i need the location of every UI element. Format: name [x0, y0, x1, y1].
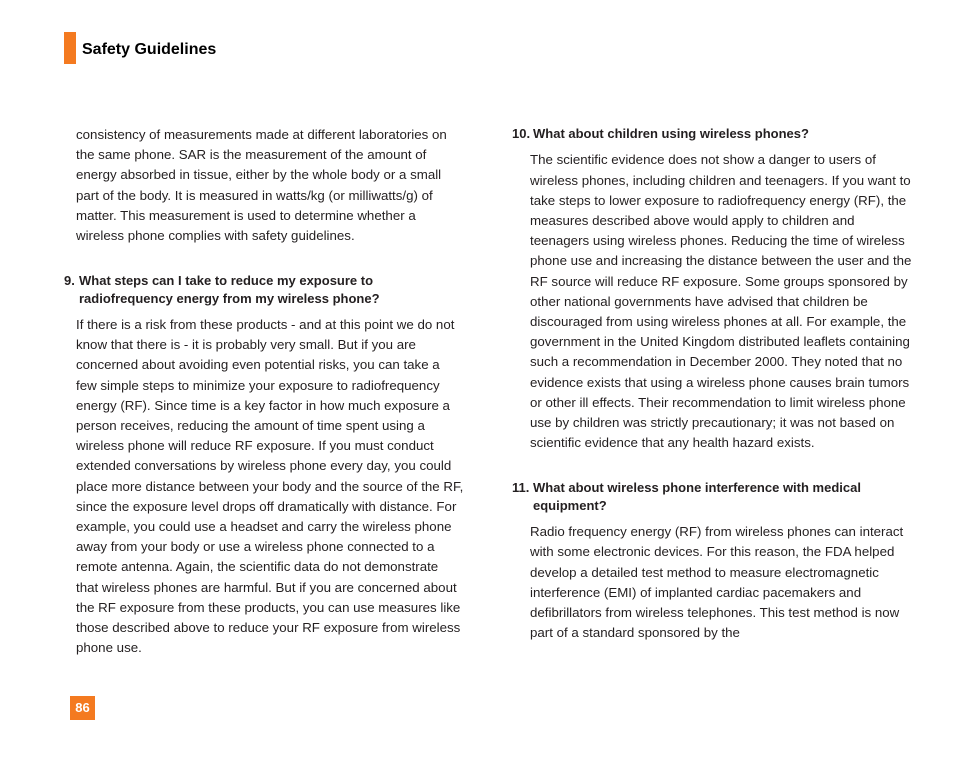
- left-column: [64, 125, 464, 658]
- question-9-number: 9.: [64, 273, 75, 289]
- question-9-text: What steps can I take to reduce my exposure to radiofrequency energy from my wireless phone?: [79, 273, 380, 306]
- page-number-badge: 86: [70, 696, 95, 720]
- header-accent-bar: [64, 32, 76, 64]
- question-11-heading: [512, 479, 912, 514]
- intro-paragraph: consistency of measurements made at different laboratories on the same phone. SAR is the measurement of the amount of energy absorbed in tissue, either by the whole body or a small part of the body. It is measured in watts/kg (or milliwatts/g) of matter. This measurement is used to determine whether a wireless phone complies with safety guidelines.: [76, 127, 447, 244]
- question-9-heading: [64, 272, 464, 307]
- question-11-answer: Radio frequency energy (RF) from wireless phones can interact with some electronic devices. For this reason, the FDA helped develop a detailed test method to measure electromagnetic interference (EMI) of implanted cardiac pacemakers and defibrillators from wireless telephones. This test method is now part of a standard sponsored by the: [530, 524, 904, 641]
- question-9-answer: If there is a risk from these products - and at this point we do not know that there is - it is probably very small. But if you are concerned about avoiding even potential risks, you can take a few simple steps to minimize your exposure to radiofrequency energy (RF). Since time is a key factor in how much exposure a person receives, reducing the amount of time spent using a wireless phone will reduce RF exposure. If you must conduct extended conversations by wireless phone every day, you could place more distance between your body and the source of the RF, since the exposure level drops off dramatically with distance. For example, you could use a headset and carry the wireless phone away from your body or use a wireless phone connected to a remote antenna. Again, the scientific data do not demonstrate that wireless phones are harmful. But if you are concerned about the RF exposure from these products, you can use measures like those described above to reduce your RF exposure from wireless phone use.: [76, 317, 464, 656]
- right-column: [512, 125, 912, 643]
- question-10-answer: The scientific evidence does not show a danger to users of wireless phones, including children and teenagers. If you want to take steps to lower exposure to radiofrequency energy (RF), the measures described above would apply to children and teenagers using wireless phones. Reducing the time of wireless phone use and increasing the distance between the user and the RF source will reduce RF exposure. Some groups sponsored by other national governments have advised that children be discouraged from using wireless phones at all. For example, the government in the United Kingdom distributed leaflets containing such a recommendation in December 2000. They noted that no evidence exists that using a wireless phone causes brain tumors or other ill effects. Their recommendation to limit wireless phone use by children was strictly precautionary; it was not based on scientific evidence that any health hazard exists.: [530, 152, 912, 451]
- question-10-number: 10.: [512, 126, 531, 141]
- question-11-number: 11.: [512, 480, 530, 496]
- question-11-text: What about wireless phone interference with medical equipment?: [533, 480, 861, 513]
- question-10-heading: [512, 125, 912, 142]
- question-10-text: What about children using wireless phones?: [533, 126, 809, 141]
- page-header-title: Safety Guidelines: [82, 41, 217, 58]
